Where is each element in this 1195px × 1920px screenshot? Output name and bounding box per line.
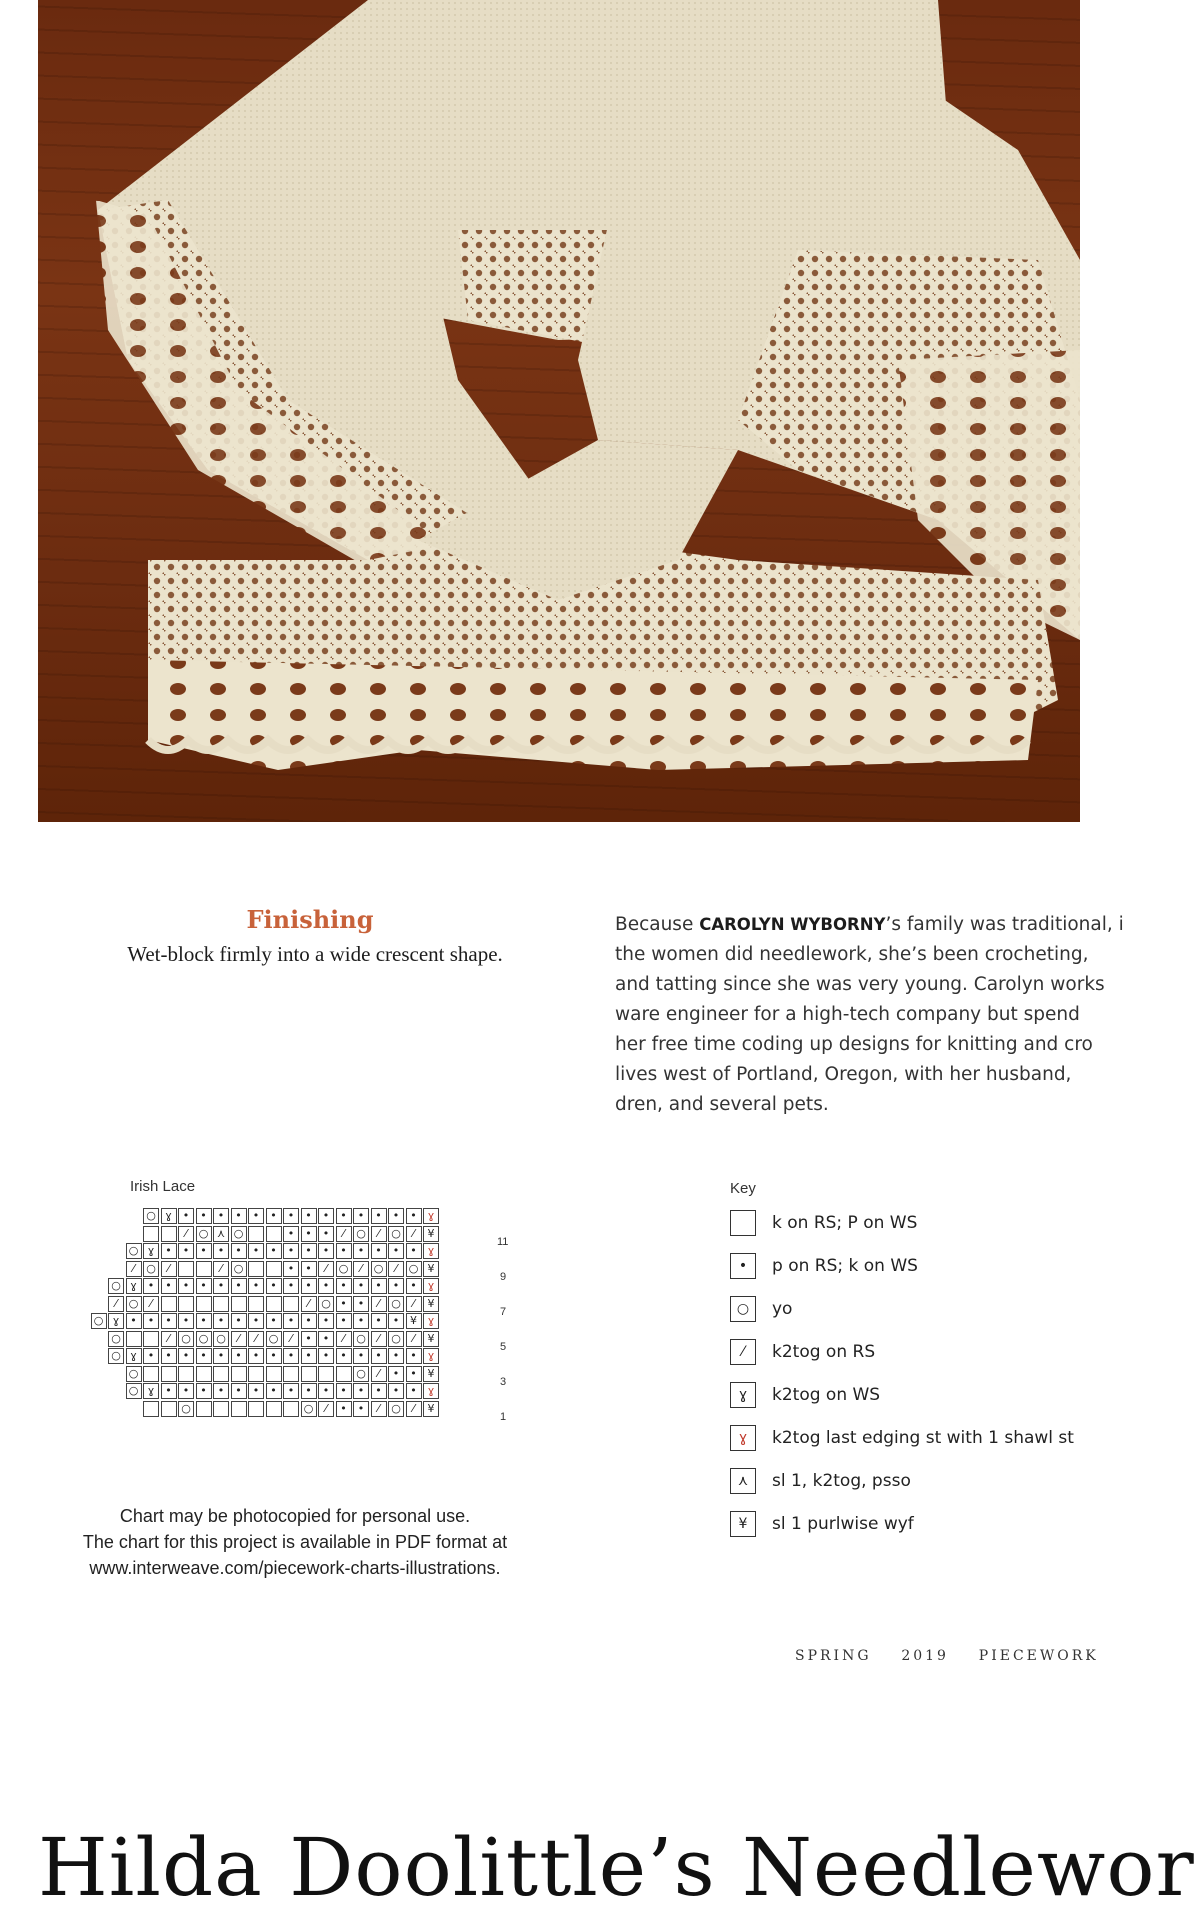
chart-cell: ⁄ (318, 1401, 334, 1417)
chart-cell: ⁄ (161, 1261, 177, 1277)
shawl-photo (38, 0, 1080, 822)
chart-cell (143, 1331, 159, 1347)
chart-cell: • (283, 1208, 299, 1224)
chart-cell: • (178, 1313, 194, 1329)
chart-cell: ⁄ (353, 1261, 369, 1277)
chart-cell: • (178, 1278, 194, 1294)
chart-cell: ⁄ (336, 1331, 352, 1347)
key-label: yo (772, 1299, 793, 1319)
chart-cell (213, 1366, 229, 1382)
chart-cell: ɣ (161, 1208, 177, 1224)
chart-cell: • (213, 1278, 229, 1294)
chart-cell (231, 1401, 247, 1417)
chart-cell: • (318, 1243, 334, 1259)
chart-cell: • (213, 1348, 229, 1364)
chart-cell: ○ (388, 1226, 404, 1242)
chart-cell: ⁄ (406, 1401, 422, 1417)
next-article-title: Hilda Doolittle’s Needlewor (38, 1821, 1195, 1914)
key-item (730, 1425, 1074, 1451)
chart-cell: • (248, 1313, 264, 1329)
chart-cell: ○ (231, 1226, 247, 1242)
chart-cell: ⁄ (371, 1331, 387, 1347)
k2tog-edging-symbol-icon: ɣ (730, 1425, 756, 1451)
chart-cell: ɣ (423, 1313, 439, 1329)
key-label: p on RS; k on WS (772, 1256, 918, 1276)
chart-cell: ¥ (423, 1366, 439, 1382)
chart-cell: • (336, 1208, 352, 1224)
chart-cell: • (406, 1243, 422, 1259)
chart-cell: • (143, 1348, 159, 1364)
chart-cell (266, 1401, 282, 1417)
chart-cell: ⋏ (213, 1226, 229, 1242)
chart-cell (143, 1366, 159, 1382)
chart-cell: ¥ (423, 1401, 439, 1417)
chart-note-link[interactable]: www.interweave.com/piecework-charts-illustrations. (89, 1558, 501, 1578)
chart-cell: • (318, 1208, 334, 1224)
chart-cell: • (266, 1348, 282, 1364)
chart-cell: • (196, 1383, 212, 1399)
chart-cell: • (318, 1348, 334, 1364)
chart-cell (283, 1296, 299, 1312)
chart-cell: • (178, 1243, 194, 1259)
chart-cell: • (196, 1348, 212, 1364)
key-title: Key (730, 1180, 756, 1197)
chart-cell (143, 1401, 159, 1417)
chart-cell: ○ (371, 1261, 387, 1277)
key-item (730, 1210, 917, 1236)
key-label: sl 1, k2tog, psso (772, 1471, 911, 1491)
chart-cell: • (353, 1348, 369, 1364)
chart-cell: • (196, 1313, 212, 1329)
chart-cell: • (388, 1208, 404, 1224)
chart-cell: • (248, 1243, 264, 1259)
chart-cell: ⁄ (143, 1296, 159, 1312)
chart-cell: • (301, 1243, 317, 1259)
chart-cell (178, 1366, 194, 1382)
chart-cell: ⁄ (406, 1296, 422, 1312)
chart-cell: ⁄ (318, 1261, 334, 1277)
chart-cell: • (336, 1383, 352, 1399)
bio-line: ware engineer for a high-tech company but spend (615, 1004, 1080, 1025)
chart-cell (161, 1366, 177, 1382)
chart-cell: ○ (388, 1401, 404, 1417)
chart-note-line: The chart for this project is available in PDF format at (82, 1532, 508, 1552)
chart-cell: ○ (196, 1331, 212, 1347)
key-item (730, 1339, 875, 1365)
chart-cell: ɣ (108, 1313, 124, 1329)
chart-cell: • (406, 1383, 422, 1399)
chart-cell: • (336, 1278, 352, 1294)
chart-cell: • (301, 1313, 317, 1329)
bio-lead: Because (615, 914, 700, 935)
key-item (730, 1511, 914, 1537)
chart-cell: • (388, 1278, 404, 1294)
chart-cell (178, 1261, 194, 1277)
chart-cell: • (353, 1278, 369, 1294)
chart-cell: • (178, 1208, 194, 1224)
chart-cell: ○ (353, 1226, 369, 1242)
chart-cell: ɣ (423, 1243, 439, 1259)
chart-cell: • (248, 1278, 264, 1294)
bio-line: lives west of Portland, Oregon, with her husband, (615, 1064, 1072, 1085)
chart-cell: • (388, 1348, 404, 1364)
chart-cell: • (318, 1278, 334, 1294)
chart-cell: • (248, 1348, 264, 1364)
chart-cell: • (143, 1278, 159, 1294)
chart-cell: • (406, 1366, 422, 1382)
chart-cell: ○ (178, 1401, 194, 1417)
chart-cell: ○ (266, 1331, 282, 1347)
chart-cell: ɣ (423, 1278, 439, 1294)
chart-cell: ○ (91, 1313, 107, 1329)
chart-cell: • (161, 1313, 177, 1329)
chart-cell: • (318, 1331, 334, 1347)
key-label: k2tog on RS (772, 1342, 876, 1362)
yarn-over-symbol-icon: ○ (730, 1296, 756, 1322)
chart-cell: ¥ (423, 1226, 439, 1242)
chart-cell (283, 1366, 299, 1382)
chart-cell: • (283, 1278, 299, 1294)
chart-cell: • (353, 1243, 369, 1259)
chart-cell: ¥ (423, 1331, 439, 1347)
bio-line: her free time coding up designs for knitting and cro (615, 1034, 1093, 1055)
chart-cell: • (213, 1383, 229, 1399)
chart-cell: • (353, 1296, 369, 1312)
chart-cell: ○ (126, 1366, 142, 1382)
chart-cell (178, 1296, 194, 1312)
chart-cell: ɣ (423, 1208, 439, 1224)
key-item (730, 1382, 880, 1408)
chart-cell: • (371, 1348, 387, 1364)
chart-cell: • (301, 1226, 317, 1242)
chart-cell: • (161, 1278, 177, 1294)
chart-cell: ¥ (406, 1313, 422, 1329)
chart-cell: ⁄ (371, 1366, 387, 1382)
chart-cell: ⁄ (248, 1331, 264, 1347)
chart-cell: ○ (231, 1261, 247, 1277)
bio-line: the women did needlework, she’s been crocheting, (615, 944, 1089, 965)
chart-cell: • (353, 1313, 369, 1329)
chart-cell: • (231, 1313, 247, 1329)
chart-cell: ⁄ (371, 1296, 387, 1312)
chart-cell: • (248, 1383, 264, 1399)
chart-cell: • (196, 1278, 212, 1294)
chart-cell: • (406, 1348, 422, 1364)
chart-cell (336, 1366, 352, 1382)
chart-note (60, 1503, 530, 1581)
chart-cell (161, 1401, 177, 1417)
k2tog-ws-symbol-icon: ɣ (730, 1382, 756, 1408)
chart-cell: • (266, 1313, 282, 1329)
chart-cell: ○ (126, 1383, 142, 1399)
chart-cell: ○ (178, 1331, 194, 1347)
chart-cell (231, 1296, 247, 1312)
chart-cell: ○ (108, 1331, 124, 1347)
chart-cell: ⁄ (371, 1401, 387, 1417)
chart-cell (301, 1366, 317, 1382)
chart-cell: • (266, 1243, 282, 1259)
chart-cell: ¥ (423, 1296, 439, 1312)
knit-symbol-icon (730, 1210, 756, 1236)
chart-cell: ⁄ (231, 1331, 247, 1347)
sl1-k2tog-psso-symbol-icon: ⋏ (730, 1468, 756, 1494)
chart-cell: • (231, 1243, 247, 1259)
chart-cell: • (353, 1208, 369, 1224)
chart-cell: ɣ (423, 1383, 439, 1399)
chart-cell: ɣ (126, 1278, 142, 1294)
chart-cell: ○ (213, 1331, 229, 1347)
chart-cell (196, 1366, 212, 1382)
folio-magazine: PIECEWORK (978, 1648, 1099, 1664)
chart-cell: • (406, 1278, 422, 1294)
chart-cell: ⁄ (301, 1296, 317, 1312)
chart-note-line: Chart may be photocopied for personal use. (119, 1506, 471, 1526)
chart-cell: • (336, 1401, 352, 1417)
chart-cell: • (266, 1278, 282, 1294)
folio-year: 2019 (901, 1648, 949, 1664)
chart-cell: • (248, 1208, 264, 1224)
row-number: 7 (500, 1306, 507, 1318)
chart-cell: ⁄ (108, 1296, 124, 1312)
chart-cell: • (161, 1243, 177, 1259)
chart-cell: • (371, 1383, 387, 1399)
chart-cell (266, 1261, 282, 1277)
chart-cell: • (388, 1366, 404, 1382)
chart-cell: ⁄ (126, 1261, 142, 1277)
shawl-illustration (38, 0, 1080, 822)
chart-cell: • (196, 1243, 212, 1259)
chart-cell: • (301, 1208, 317, 1224)
chart-cell: ○ (143, 1208, 159, 1224)
chart-cell: • (353, 1401, 369, 1417)
chart-cell: • (283, 1243, 299, 1259)
chart-cell: • (231, 1278, 247, 1294)
row-number: 9 (500, 1271, 507, 1283)
slip-purlwise-symbol-icon: ¥ (730, 1511, 756, 1537)
chart-cell: ○ (126, 1296, 142, 1312)
chart-cell: • (318, 1226, 334, 1242)
chart-cell: • (406, 1208, 422, 1224)
key-label: k2tog on WS (772, 1385, 881, 1405)
key-label: sl 1 purlwise wyf (772, 1514, 914, 1534)
chart-cell: • (301, 1383, 317, 1399)
chart-cell: ○ (406, 1261, 422, 1277)
chart-cell: • (336, 1296, 352, 1312)
finishing-text: Wet-block firmly into a wide crescent shape. (127, 942, 503, 966)
chart-cell: • (371, 1208, 387, 1224)
chart-cell (196, 1296, 212, 1312)
finishing-heading: Finishing (246, 905, 374, 934)
chart-cell (248, 1401, 264, 1417)
chart-cell: ○ (196, 1226, 212, 1242)
chart-cell (266, 1366, 282, 1382)
chart-cell: • (388, 1243, 404, 1259)
bio-line: and tatting since she was very young. Carolyn works (615, 974, 1105, 995)
purl-symbol-icon: • (730, 1253, 756, 1279)
key-label: k2tog last edging st with 1 shawl st (772, 1428, 1074, 1448)
bio-line-text: ’s family was traditional, i (885, 914, 1124, 935)
chart-cell: ɣ (423, 1348, 439, 1364)
chart-cell: • (283, 1348, 299, 1364)
chart-cell: ○ (353, 1366, 369, 1382)
chart-cell (161, 1226, 177, 1242)
chart-cell: • (178, 1383, 194, 1399)
chart-cell: ○ (108, 1278, 124, 1294)
chart-cell: • (301, 1348, 317, 1364)
chart-cell: • (283, 1313, 299, 1329)
chart-cell: • (371, 1278, 387, 1294)
chart-cell: • (178, 1348, 194, 1364)
chart-cell: ⁄ (371, 1226, 387, 1242)
row-number: 11 (497, 1236, 509, 1248)
chart-cell: ⁄ (406, 1226, 422, 1242)
chart-cell (126, 1331, 142, 1347)
chart-cell (143, 1226, 159, 1242)
chart-cell: • (353, 1383, 369, 1399)
chart-cell: • (301, 1261, 317, 1277)
chart-cell: • (126, 1313, 142, 1329)
chart-cell (196, 1261, 212, 1277)
chart-cell: ¥ (423, 1261, 439, 1277)
chart-cell: • (283, 1383, 299, 1399)
chart-cell (248, 1366, 264, 1382)
chart-cell: ○ (143, 1261, 159, 1277)
chart-cell: • (371, 1243, 387, 1259)
chart-cell: • (266, 1383, 282, 1399)
chart-cell: • (161, 1348, 177, 1364)
chart-cell: • (231, 1383, 247, 1399)
chart-cell: ○ (126, 1243, 142, 1259)
chart-cell: ○ (388, 1296, 404, 1312)
chart-cell: • (301, 1331, 317, 1347)
chart-cell: ○ (108, 1348, 124, 1364)
chart-cell: ɣ (143, 1243, 159, 1259)
chart-cell: ⁄ (283, 1331, 299, 1347)
chart-cell (266, 1296, 282, 1312)
chart-cell: • (266, 1208, 282, 1224)
chart-cell: • (196, 1208, 212, 1224)
chart-cell: ⁄ (161, 1331, 177, 1347)
chart-cell (248, 1296, 264, 1312)
key-label: k on RS; P on WS (772, 1213, 918, 1233)
chart-cell: • (318, 1383, 334, 1399)
chart-cell (318, 1366, 334, 1382)
chart-cell: ○ (353, 1331, 369, 1347)
chart-cell: ○ (318, 1296, 334, 1312)
chart-cell: ɣ (143, 1383, 159, 1399)
bio-line: dren, and several pets. (615, 1094, 829, 1115)
designer-name: CAROLYN WYBORNY (699, 915, 886, 934)
chart-cell: ⁄ (336, 1226, 352, 1242)
chart-cell: • (336, 1243, 352, 1259)
chart-cell (248, 1226, 264, 1242)
row-number: 1 (500, 1411, 507, 1423)
chart-cell: • (388, 1313, 404, 1329)
key-item (730, 1468, 911, 1494)
chart-cell: • (213, 1243, 229, 1259)
chart-cell: • (283, 1261, 299, 1277)
chart-cell (266, 1226, 282, 1242)
chart-cell (196, 1401, 212, 1417)
chart-cell: ○ (301, 1401, 317, 1417)
chart-cell: ɣ (126, 1348, 142, 1364)
chart-cell: • (213, 1208, 229, 1224)
chart-cell: • (388, 1383, 404, 1399)
row-number: 3 (500, 1376, 507, 1388)
key-item (730, 1253, 918, 1279)
chart-title: Irish Lace (130, 1178, 196, 1195)
chart-cell: • (161, 1383, 177, 1399)
chart-cell: • (231, 1208, 247, 1224)
key-item (730, 1296, 792, 1322)
chart-cell (283, 1401, 299, 1417)
chart-cell (213, 1401, 229, 1417)
chart-cell (248, 1261, 264, 1277)
k2tog-rs-symbol-icon: ⁄ (730, 1339, 756, 1365)
chart-cell: ○ (388, 1331, 404, 1347)
chart-cell: • (301, 1278, 317, 1294)
chart-cell (231, 1366, 247, 1382)
bio-line (615, 910, 1124, 940)
chart-cell: • (336, 1313, 352, 1329)
chart-cell: • (231, 1348, 247, 1364)
chart-cell: • (213, 1313, 229, 1329)
folio-season: SPRING (795, 1648, 872, 1664)
chart-cell: ⁄ (178, 1226, 194, 1242)
chart-cell: • (143, 1313, 159, 1329)
chart-cell (213, 1296, 229, 1312)
chart-cell: • (318, 1313, 334, 1329)
chart-cell: ⁄ (213, 1261, 229, 1277)
chart-cell: ○ (336, 1261, 352, 1277)
designer-bio (615, 910, 1124, 1120)
chart-cell: ⁄ (406, 1331, 422, 1347)
chart-cell: • (283, 1226, 299, 1242)
chart-cell: ⁄ (388, 1261, 404, 1277)
chart-cell: • (336, 1348, 352, 1364)
page-folio (795, 1648, 1099, 1664)
chart-cell (161, 1296, 177, 1312)
row-number: 5 (500, 1341, 507, 1353)
chart-cell: • (371, 1313, 387, 1329)
